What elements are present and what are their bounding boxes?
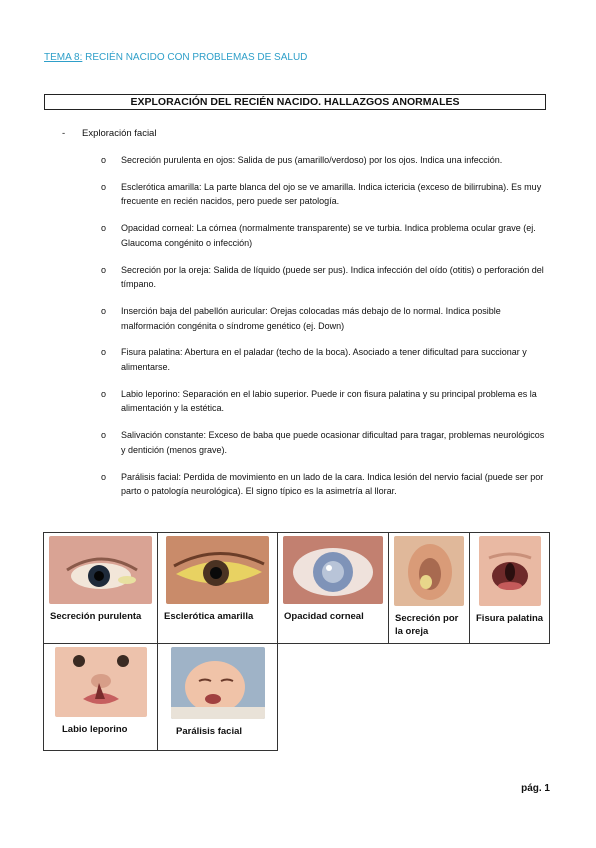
photo-paralisis-facial [171,647,265,719]
caption-opacidad-corneal: Opacidad corneal [284,611,364,622]
section-heading [62,128,156,139]
item-text: Inserción baja del pabellón auricular: Orejas colocadas más debajo de lo normal. Indica posible malformación congénita o síndrome genético (ej. Down) [121,306,501,331]
bullet-mark: o [101,306,107,317]
page-title: EXPLORACIÓN DEL RECIÉN NACIDO. HALLAZGOS ANORMALES [44,94,546,110]
photo-opacidad-corneal [283,536,383,604]
image-cell [470,533,550,644]
item-text: Fisura palatina: Abertura en el paladar (techo de la boca). Asociado a tener dificultad para succionar y alimentarse. [121,347,527,372]
photo-esclerotica-amarilla [166,536,269,604]
list-item [101,428,549,457]
document-header [44,52,307,63]
item-text: Secreción purulenta en ojos: Salida de pus (amarillo/verdoso) por los ojos. Indica una infección. [121,155,503,165]
page-number: pág. 1 [521,783,550,794]
image-cell [158,644,278,751]
photo-labio-leporino [55,647,147,717]
list-item [101,221,549,250]
bullet-mark: o [101,388,107,399]
item-text: Parálisis facial: Perdida de movimiento en un lado de la cara. Indica lesión del nervio facial (puede ser por parto o patología neurológica). El signo típico es la asimetría al llorar. [121,471,544,497]
findings-list [101,153,549,511]
bullet-mark: o [101,264,107,275]
bullet-mark: o [101,181,107,192]
caption-secrecion-purulenta: Secreción purulenta [50,611,142,622]
list-item [101,153,549,168]
caption-paralisis-facial: Parálisis facial [176,726,243,737]
item-text: Secreción por la oreja: Salida de líquido (puede ser pus). Indica infección del oído (otitis) o perforación del tímpano. [121,264,544,290]
list-item [101,180,549,209]
image-cell [158,533,278,644]
photo-fisura-palatina [479,536,541,606]
bullet-mark: o [101,347,107,358]
image-cell [389,533,470,644]
bullet-mark: o [101,155,107,165]
list-item [101,345,549,374]
list-item [101,263,549,292]
image-table [43,532,550,751]
item-text: Labio leporino: Separación en el labio superior. Puede ir con fisura palatina y su principal problema es la alimentación y la estética. [121,388,537,414]
image-cell [278,533,389,644]
caption-esclerotica-amarilla: Esclerótica amarilla [164,611,254,622]
header-topic: RECIÉN NACIDO CON PROBLEMAS DE SALUD [82,52,308,63]
bullet-mark: o [101,430,107,441]
image-cell [44,644,158,751]
section-bullet: - [62,128,66,139]
list-item [101,304,549,333]
caption-secrecion-oreja: Secreción por la oreja [395,613,459,637]
list-item [101,387,549,416]
header-tema: TEMA 8: [44,52,83,63]
bullet-mark: o [101,223,107,234]
item-text: Opacidad corneal: La córnea (normalmente transparente) se ve turbia. Indica problema ocular grave (ej. Glaucoma congénito o infección) [121,223,536,248]
item-text: Esclerótica amarilla: La parte blanca del ojo se ve amarilla. Indica ictericia (exceso de bilirrubina). Es muy frecuente en recién nacidos, pero puede ser patología. [121,181,542,207]
list-item [101,470,549,499]
item-text: Salivación constante: Exceso de baba que puede ocasionar dificultad para tragar, problemas neurológicos y dentición (menos grave). [121,430,545,455]
image-cell [44,533,158,644]
caption-labio-leporino: Labio leporino [62,724,128,735]
photo-secrecion-purulenta [49,536,152,604]
section-label: Exploración facial [82,128,157,139]
caption-fisura-palatina: Fisura palatina [476,613,544,624]
photo-secrecion-oreja [394,536,464,606]
bullet-mark: o [101,471,107,482]
